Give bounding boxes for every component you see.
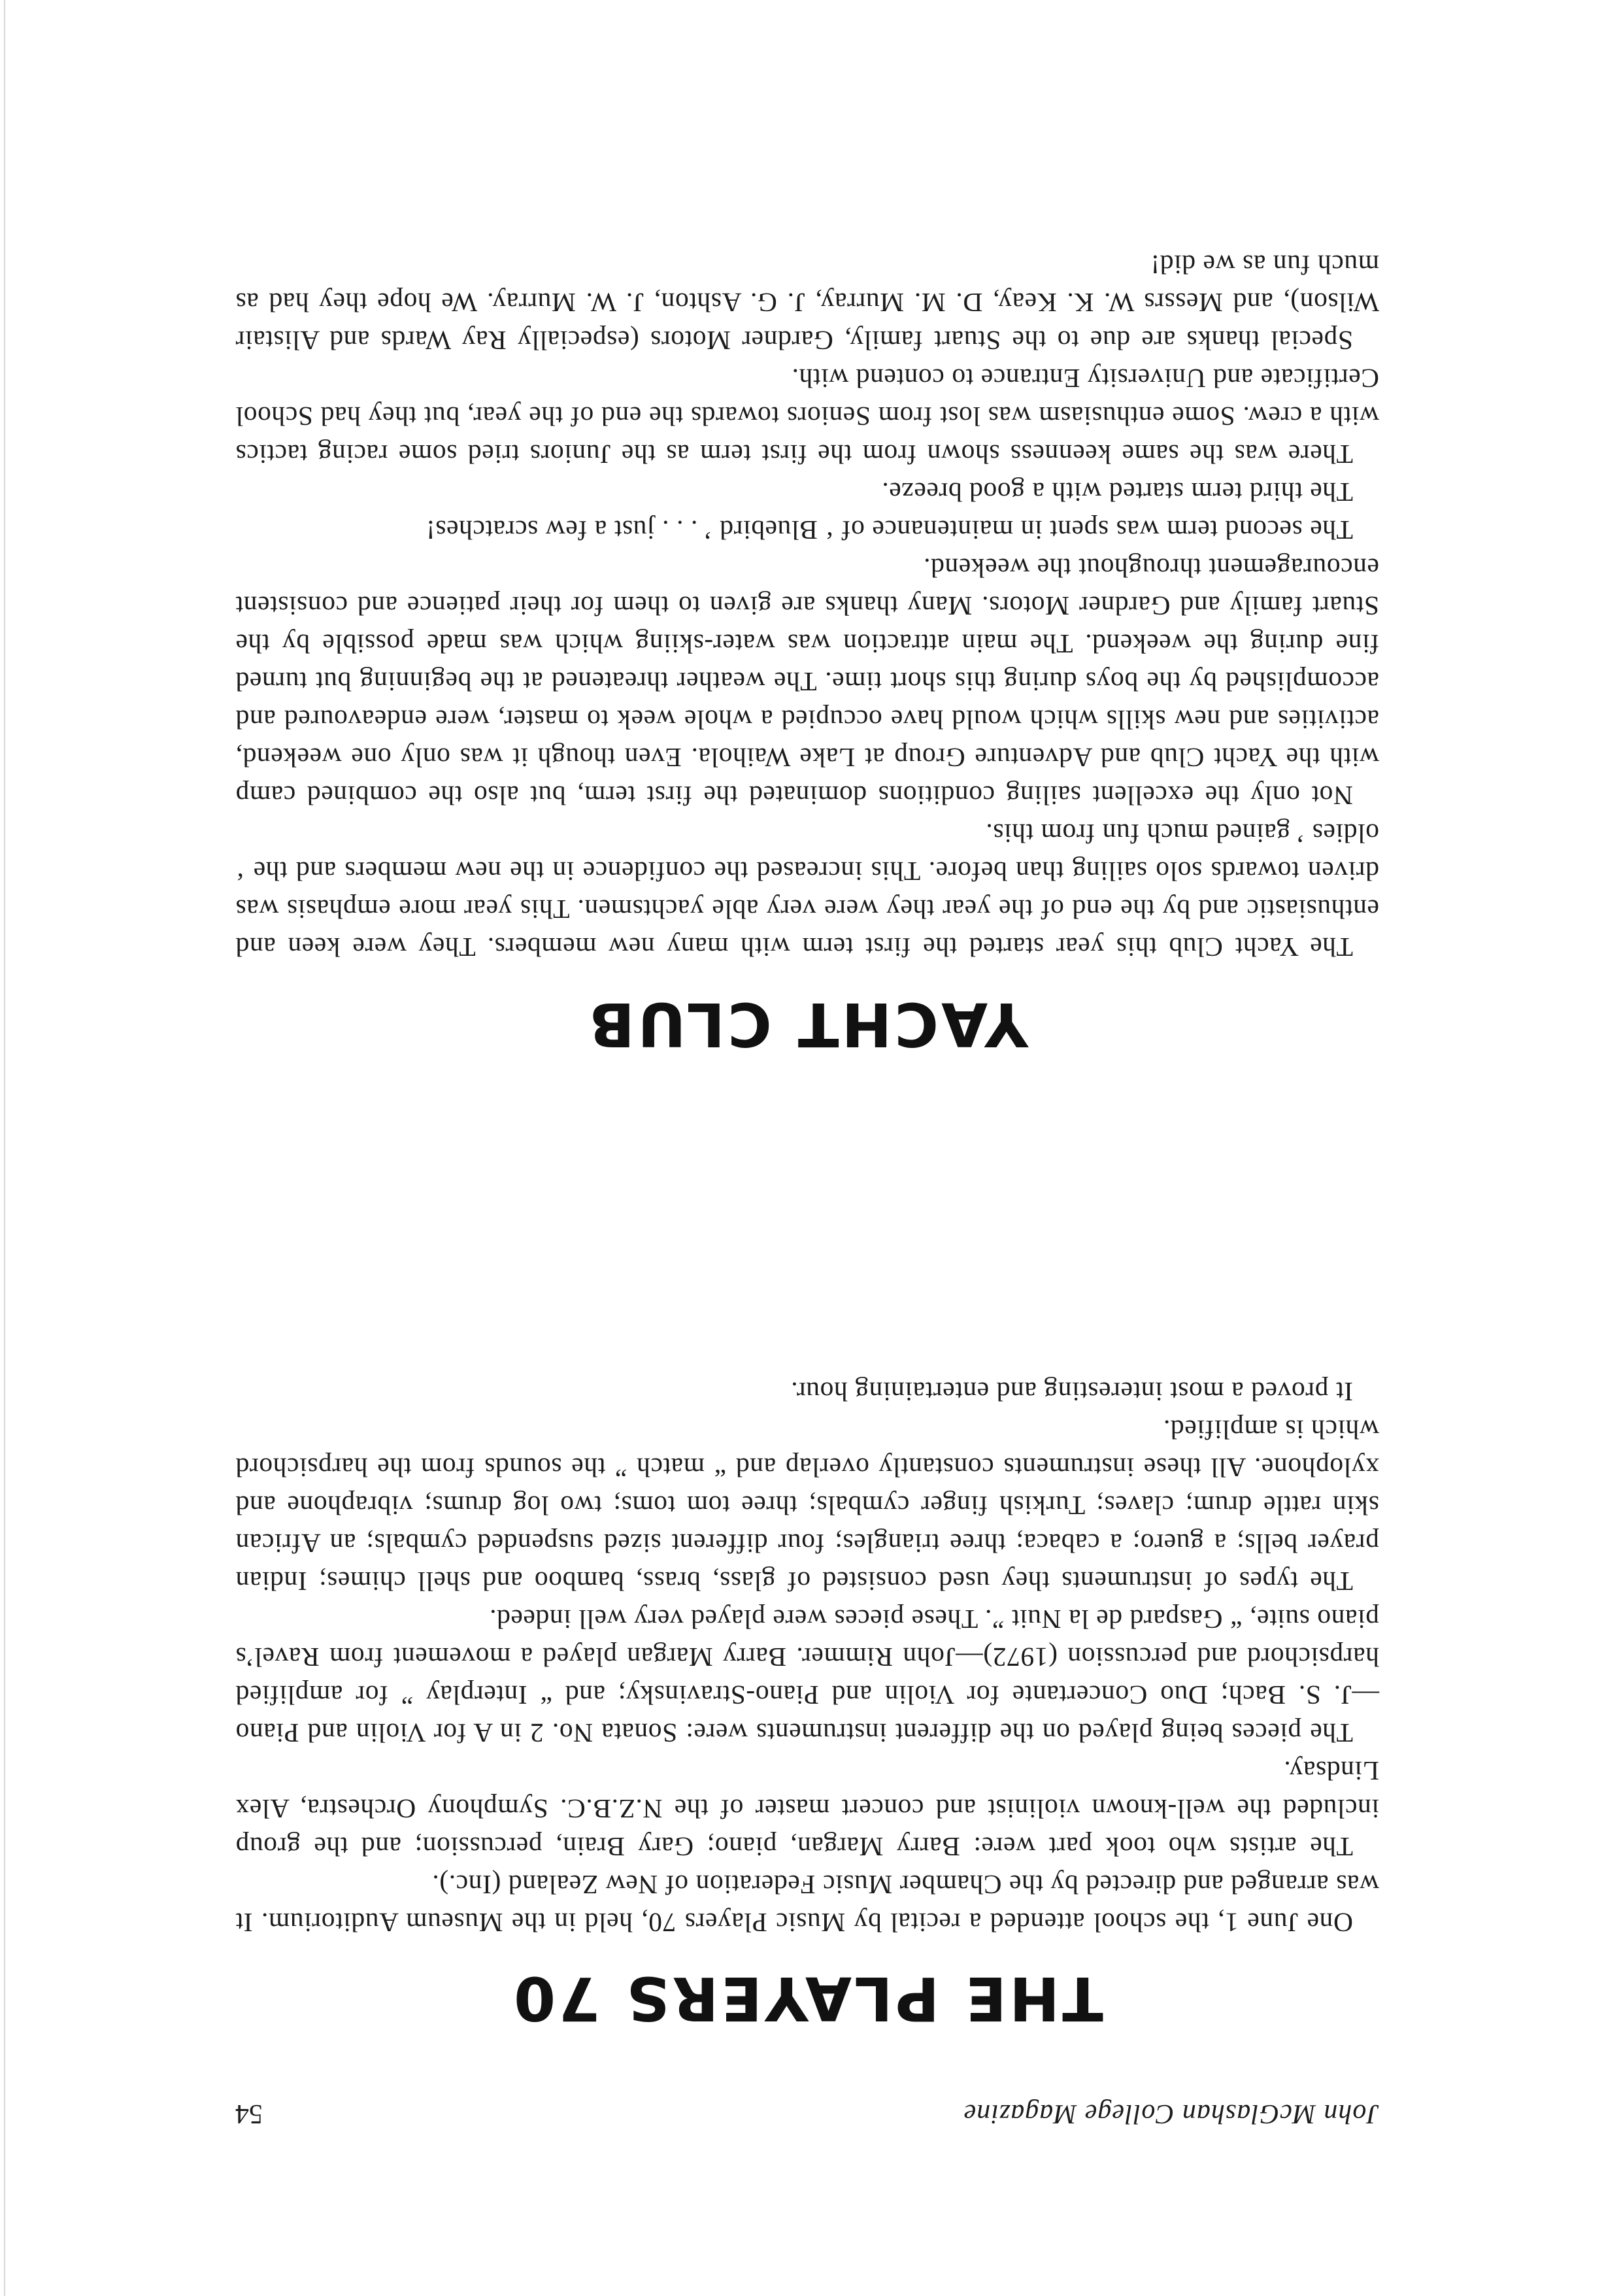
- yacht-club-paragraph: The second term was spent in maintenance of ‘ Bluebird ’ . . . just a few scratches!: [426, 515, 1353, 545]
- yacht-club-article: [235, 246, 1379, 1059]
- running-head: [235, 2090, 1379, 2129]
- players-heading: THE PLAYERS 70: [511, 1963, 1103, 2033]
- players-paragraph: The artists who took part were: Barry Margan, piano; Gary Brain, percussion; and the group included the well-known violinist and concert master of the N.Z.B.C. Symphony Orchestra, Alex Lindsay.: [235, 1756, 1379, 1862]
- players-paragraph: The types of instruments they used consisted of glass, brass, bamboo and shell chimes; Indian prayer bells; a guero; a cabaca; three triangles; four different sized suspended cymbals; an African skin rattle drum; claves; Turkish finger cymbals; three tom toms; two log drums; vibraphone and xylophone. All these instruments constantly overlap and “ match ” the sounds from the harpsichord which is amplified.: [235, 1415, 1379, 1596]
- magazine-title: John McGlashan College Magazine: [963, 2099, 1379, 2129]
- players-article: [235, 1373, 1379, 2033]
- yacht-club-paragraph: Not only the excellent sailing conditions dominated the first term, but also the combined camp with the Yacht Club and Adventure Group at Lake Waihola. Even though it was only one weekend, activities and new skills which would have occupied a whole week to master, were endeavoured and accomplished by the boys during this short time. The weather threatened at the beginning but turned fine during the weekend. The main attraction was water-skiing which was made possible by the Stuart family and Gardner Motors. Many thanks are given to them for their patience and consistent encouragement throughout the weekend.: [235, 553, 1379, 811]
- yacht-club-heading: YACHT CLUB: [586, 989, 1029, 1059]
- yacht-club-paragraph: The third term started with a good breeze.: [881, 477, 1353, 507]
- players-paragraph: It proved a most interesting and entertaining hour.: [790, 1377, 1353, 1407]
- players-paragraph: The pieces being played on the different instruments were: Sonata No. 2 in A for Violin and Piano—J. S. Bach; Duo Concertante for Violin and Piano-Stravinsky; and “ Interplay ” for amplified harpsichord and percussion (1972)—John Rimmer. Barry Margan played a movement from Ravel’s piano suite, “ Gaspard de la Nuit ”. These pieces were played very well indeed.: [235, 1604, 1379, 1748]
- players-paragraph: One June 1, the school attended a recital by Music Players 70, held in the Museum Auditorium. It was arranged and directed by the Chamber Music Federation of New Zealand (Inc.).: [235, 1870, 1379, 1938]
- yacht-club-paragraph: The Yacht Club this year started the first term with many new members. They were keen and enthusiastic and by the end of the year they were very able yachtsmen. This year more emphasis was driven towards solo sailing than before. This increased the confidence in the new members and the ‘ oldies ’ gained much fun from this.: [235, 819, 1379, 962]
- yacht-club-paragraph: There was the same keenness shown from the first term as the Juniors tried some racing tactics with a crew. Some enthusiasm was lost from Seniors towards the end of the year, but they had School Certificate and University Entrance to contend with.: [235, 363, 1379, 469]
- yacht-club-paragraph: Special thanks are due to the Stuart family, Gardner Motors (especially Ray Wards and Alistair Wilson), and Messrs W. K. Keay, D. M. Murray, J. G. Ashton, J. W. Murray. We hope they had as much fun as we did!: [235, 250, 1379, 356]
- page-number: 54: [235, 2099, 263, 2129]
